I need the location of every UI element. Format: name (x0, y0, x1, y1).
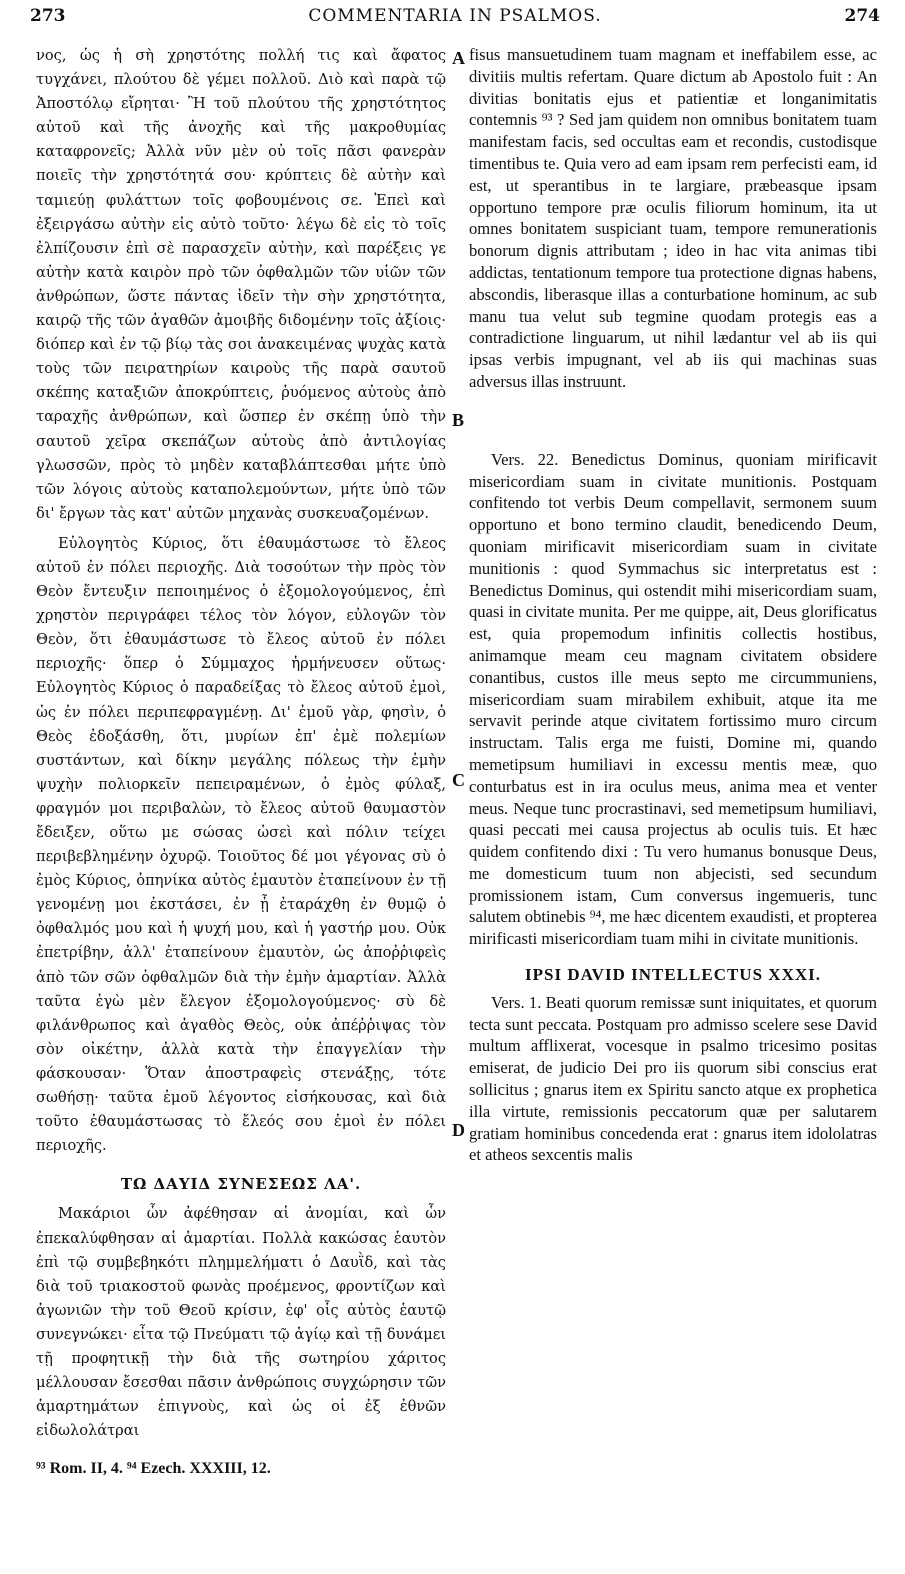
running-title: COMMENTARIA IN PSALMOS. (308, 6, 602, 26)
greek-paragraph-3: Μακάριοι ὧν ἀφέθησαν αἱ ἀνομίαι, καὶ ὧν ἐπεκαλύφθησαν αἱ ἁμαρτίαι. Πολλὰ κακώσας ἑαυτὸν ἐπὶ τῷ συμβεβηκότι πλημμελήματι ὁ Δαυῒδ, καὶ τὰς διὰ τοῦ τριακοστοῦ φωνὰς προέμενος, φροντίζων καὶ ἀγωνιῶν τὴν τοῦ Θεοῦ κρίσιν, ἐφ' οἷς αὐτὸς ἑαυτῷ συνεγνώκει· εἶτα τῷ Πνεύματι τῷ ἁγίῳ καὶ τῇ δυνάμει τῇ προφητικῇ τὴν διὰ τῆς σωτηρίου χάριτος μέλλουσαν ἔσεσθαι πᾶσιν ἀνθρώποις συγχώρησιν τῶν ἁμαρτημάτων ἐπιγνοὺς, καὶ ὡς οἱ ἐξ ἐθνῶν εἰδωλολάτραι (36, 1205, 446, 1440)
footnotes: ⁹³ Rom. II, 4. ⁹⁴ Ezech. XXXIII, 12. (36, 1460, 271, 1477)
latin-paragraph-1: fisus mansuetudinem tuam magnam et ineffabilem esse, ac divitiis multis refertam. Quare dictum ab Apostolo fuit : An divitias bonitatis ejus et patientiæ et longanimitatis contemnis ⁹³ ? Sed jam quidem non omnibus bonitatem tuam manifestam facis, sed occultas eam et recondis, custodisque timentibus te. Quia vero ad eam ipsam rem perfecisti eam, id est, ut sperantibus in te largiare, præbeasque ipsam opportuno tempore præ oculis filiorum hominum, ita ut omnes bonitatem suspiciant tuam, tempore remunerationis bonorum dignis attributam ; ideo in hac vita animas tibi addictas, tentationum tempore tua protectione dignas habens, abscondis, liberasque illas a conturbatione hominum, ac sub manu tua velut sub tegmine quodam protegis eas a contradictione linguarum, ut nihil lædantur vel ab iis qui ipsas verbis impugnant, vel ab iis qui machinas suas adversus illas instruunt. (469, 45, 877, 391)
greek-psalm-heading: ΤΩ ΔΑΥΙΔ ΣΥΝΕΣΕΩΣ ΛΑ'. (120, 1175, 362, 1194)
page-header (30, 6, 880, 30)
margin-marker-b: B (452, 410, 465, 430)
latin-paragraph-2: Vers. 22. Benedictus Dominus, quoniam mirificavit misericordiam suam in civitate munitionis. Postquam confitendo tot verbis Deum compellavit, sermonem suum opportuno et bono termino claudit, benedicendo Deum, quoniam mirificavit misericordiam suam in civitate munitionis : quod Symmachus sic interpretatus est : Benedictus Dominus, qui ostendit mihi misericordiam suam, quasi in civitate munita. Per me quippe, ait, Deus glorificatus est, quia propemodum infinitis collectis hostibus, animamque meam ceu magnam civitatem obsidere conantibus, custos ille meus septo me circummuniens, misericordiam suam mirabilem exhibuit, atque ita me servavit perinde atque civitatem fortissimo muro circum instructam. Talis erga me fuisti, Domine mi, quando memetipsum humiliavi in excessu mentis meæ, quo conturbatus est in ira oculus meus, anima mea et venter meus. Neque tunc procrastinavi, sed memetipsum humiliavi, quasi peccati mei causa projectus ab oculis tuis. Et hæc quidem confitendo dixi : Tu vero humanus bonusque Deus, me domesticum tuum non abjecisti, sed secundum promissionem istam, Cum conversus ingemueris, tunc salutem obtinebis ⁹⁴, me hæc dicentem exaudisti, et propterea mirificasti misericordiam tuam mihi in civitate munitionis. (469, 449, 877, 949)
page-number-right: 274 (844, 6, 880, 26)
page-number-left: 273 (30, 6, 66, 26)
greek-paragraph-2: Εὐλογητὸς Κύριος, ὅτι ἐθαυμάστωσε τὸ ἔλεος αὐτοῦ ἐν πόλει περιοχῆς. Διὰ τοσούτων τὴν πρὸς τὸν Θεὸν ἔντευξιν πεποιημένος ὁ ἐξομολογούμενος, ἐπὶ χρηστὸν περιγράφει τέλος τὸν λόγον, εὐλογῶν τὸν Θεὸν, ὅτι ἐθαυμάστωσε τὸ ἔλεος αὐτοῦ ἐν πόλει περιοχῆς· ὅπερ ὁ Σύμμαχος ἡρμήνευσεν οὕτως· Εὐλογητὸς Κύριος ὁ παραδείξας τὸ ἔλεος αὐτοῦ ἐμοὶ, ὡς ἐν πόλει περιπεφραγμένῃ. Δι' ἐμοῦ γὰρ, φησὶν, ὁ Θεὸς ἐδοξάσθη, ὅτι, μυρίων ἐπ' ἐμὲ πολεμίων συστάντων, καὶ δίκην μεγάλης πόλεως τὴν ἐμὴν ψυχὴν πολιορκεῖν πεπειραμένων, ὁ ἐμὸς φύλαξ, φραγμόν μοι περιβαλὼν, τὸ ἔλεος αὐτοῦ θαυμαστὸν ἔδειξεν, οὕτω με σώσας ὡσεὶ καὶ πόλιν τείχει περιβεβλημένην ὀχυρῷ. Τοιοῦτος δέ μοι γέγονας σὺ ὁ ἐμὸς Κύριος, ὁπηνίκα αὐτὸς ἐμαυτὸν ἐταπείνουν ἐν τῇ γενομένῃ μοι ἐκστάσει, ἐν ᾗ ἐταράχθη ἐν θυμῷ ὁ ὀφθαλμός μου καὶ ἡ ψυχή μου, καὶ ἡ γαστήρ μου. Οὐκ ἐπετρίβην, ἀλλ' ἐταπείνουν ἐμαυτὸν, ὡς ἀποῤῥιφεὶς ἀπὸ τῶν σῶν ὀφθαλμῶν διὰ τὴν ἐμὴν ἁμαρτίαν. Ἀλλὰ ταῦτα ἐγὼ μὲν ἔλεγον ἐξομολογούμενος· σὺ δὲ φιλάνθρωπος καὶ ἀγαθὸς Θεὸς, οὐκ ἀπέῤῥιψας τὸν σὸν οἰκέτην, ἀλλὰ κατὰ τὴν ἐπαγγελίαν τὴν φάσκουσαν· Ὅταν ἀποστραφεὶς στενάξῃς, τότε σωθήσῃ· ταῦτα ἐμοῦ λέγοντος εἰσήκουσας, καὶ διὰ τοῦτο ἐθαυμάστωσας τὸ ἔλεός σου ἐμοὶ ἐν πόλει περιοχῆς. (36, 534, 446, 1155)
greek-column (36, 44, 446, 1443)
margin-marker-d: D (452, 1120, 465, 1140)
greek-paragraph-1: νος, ὡς ἡ σὴ χρηστότης πολλή τις καὶ ἄφατος τυγχάνει, πλούτου δὲ γέμει πολλοῦ. Διὸ καὶ παρὰ τῷ Ἀποστόλῳ εἴρηται· Ἢ τοῦ πλούτου τῆς χρηστότητος αὐτοῦ καὶ τῆς ἀνοχῆς καὶ τῆς μακροθυμίας καταφρονεῖς; Ἀλλὰ νῦν μὲν οὐ τοῖς πᾶσι φανερὰν ποιεῖς τὴν χρηστότητά σου· κρύπτεις δὲ αὐτὴν καὶ ταμιεύῃ φυλάττων τοῖς φοβουμένοις σε. Ἐπεὶ καὶ ἐξειργάσω αὐτὴν εἰς αὐτὸ τοῦτο· λέγω δὲ εἰς τὸ τοῖς ἐλπίζουσιν ἐπὶ σὲ παρασχεῖν αὐτὴν, καὶ παρέξεις γε αὐτὴν κατὰ καιρὸν πρὸ τῶν ὀφθαλμῶν τῶν υἱῶν τῶν ἀνθρώπων, ὥστε πάντας ἰδεῖν τὴν σὴν χρηστότητα, καιρῷ τῆς τῶν ἀγαθῶν ἀμοιβῆς διδομένην τοῖς ἀξίοις· διόπερ καὶ ἐν τῷ βίῳ τὰς σοι ἀνακειμένας ψυχὰς κατὰ τοὺς τῶν πειρατηρίων καιροὺς τῆς παρὰ σαυτοῦ σκέπης καταξιῶν ἀποκρύπτεις, ῥυόμενος αὐτοὺς ἀπὸ ταραχῆς ἀνθρώπων, καὶ ὥσπερ ἐν σκέπῃ ὑπὸ τὴν σαυτοῦ χεῖρα σκεπάζων αὐτοὺς ἀπὸ ἀντιλογίας γλωσσῶν, πρὸς τὸ μηδὲν καταβλάπτεσθαι μήτε ὑπὸ τῶν λόγοις αὐτοὺς καταπολεμούντων, μήτε ὑπὸ τῶν δι' ἔργων τὰς κατ' αὐτῶν μηχανὰς συσκευαζομένων. (36, 47, 446, 522)
margin-marker-c: C (452, 770, 465, 790)
latin-column (469, 44, 877, 1166)
latin-paragraph-3: Vers. 1. Beati quorum remissæ sunt iniquitates, et quorum tecta sunt peccata. Postquam pro admisso scelere sese David multum afflixerat, vocesque in psalmo tricesimo positas emiserat, de judicio Dei pro iis quorum sibi conscius erat sollicitus ; gnarus item ex Spiritu sancto atque ex prophetica illa virtute, remissionis peccatorum quæ per salutarem gratiam hominibus concedenda erat : gnarus item idololatras et atheos sexcentis malis (469, 992, 877, 1165)
margin-marker-a: A (452, 48, 465, 68)
latin-psalm-heading: IPSI DAVID INTELLECTUS XXXI. (525, 965, 821, 985)
